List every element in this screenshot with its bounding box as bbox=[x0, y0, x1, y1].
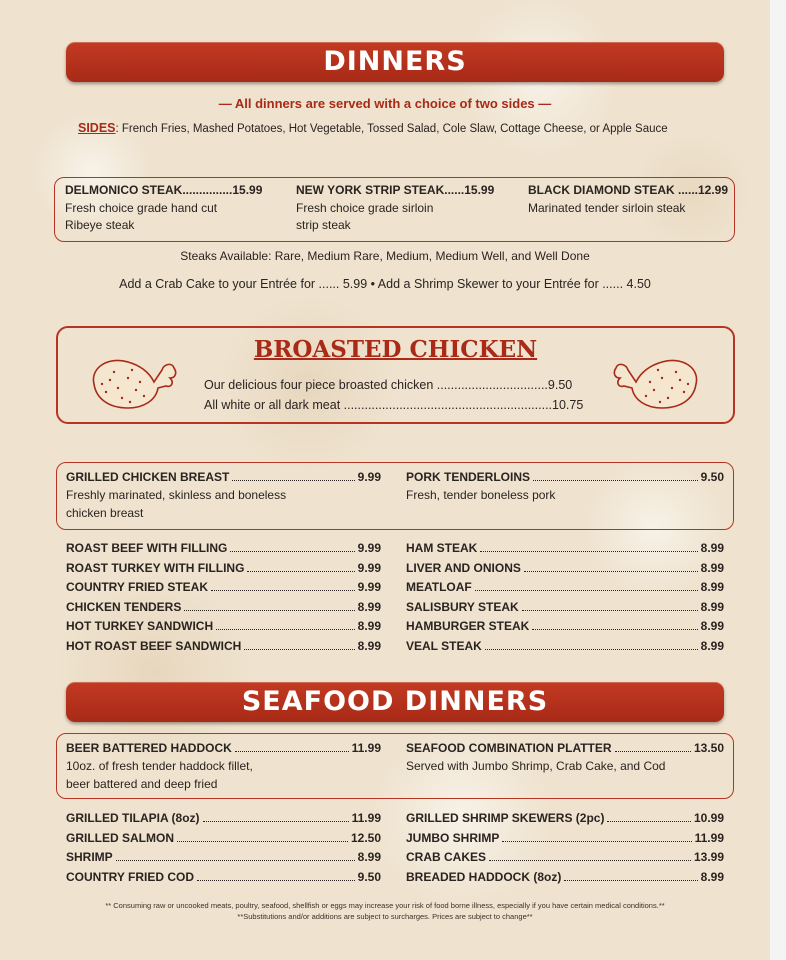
featured-item bbox=[406, 469, 724, 505]
menu-row bbox=[406, 850, 724, 868]
item-price: 8.99 bbox=[700, 600, 724, 614]
menu-row bbox=[406, 831, 724, 849]
broasted-heading: BROASTED CHICKEN bbox=[253, 336, 538, 363]
item-price: 9.50 bbox=[357, 870, 381, 884]
item-price: 9.99 bbox=[357, 470, 381, 484]
steak-title: DELMONICO STEAK...............15.99 bbox=[65, 183, 263, 197]
menu-row bbox=[66, 619, 381, 637]
item-name: GRILLED CHICKEN BREAST bbox=[66, 470, 230, 484]
food-safety-note: ** Consuming raw or uncooked meats, poultry, seafood, shellfish or eggs may increase your risk of food borne illness, especially if you have certain medical conditions.** bbox=[105, 901, 665, 910]
menu-row bbox=[406, 580, 724, 598]
item-price: 11.99 bbox=[351, 811, 381, 825]
item-price: 8.99 bbox=[700, 561, 724, 575]
item-name: HAMBURGER STEAK bbox=[406, 619, 530, 633]
item-name: GRILLED SHRIMP SKEWERS (2pc) bbox=[406, 811, 605, 825]
featured-item bbox=[66, 469, 381, 522]
item-price: 8.99 bbox=[357, 639, 381, 653]
featured-entrees-box bbox=[56, 462, 734, 530]
item-name: JUMBO SHRIMP bbox=[406, 831, 500, 845]
leader-dots bbox=[230, 542, 354, 552]
item-price: 13.50 bbox=[693, 741, 724, 755]
item-desc: 10oz. of fresh tender haddock fillet, bbox=[66, 759, 253, 773]
leader-dots bbox=[532, 620, 697, 630]
item-name: PORK TENDERLOINS bbox=[406, 470, 531, 484]
steak-desc: Fresh choice grade sirloin bbox=[296, 200, 434, 215]
leader-dots bbox=[607, 812, 691, 822]
item-name: MEATLOAF bbox=[406, 580, 472, 594]
menu-row bbox=[406, 811, 724, 829]
leader-dots bbox=[203, 812, 349, 822]
leader-dots bbox=[615, 742, 691, 752]
item-price: 8.99 bbox=[700, 870, 724, 884]
steak-item bbox=[528, 182, 728, 217]
menu-row bbox=[406, 600, 724, 618]
broasted-chicken-box bbox=[56, 326, 735, 424]
item-name: HOT ROAST BEEF SANDWICH bbox=[66, 639, 242, 653]
leader-dots bbox=[177, 832, 348, 842]
menu-row bbox=[66, 831, 381, 849]
leader-dots bbox=[211, 581, 355, 591]
broasted-line: All white or all dark meat ............................................................10.75 bbox=[204, 398, 584, 412]
steak-desc: Fresh choice grade hand cut bbox=[65, 200, 218, 215]
item-desc: beer battered and deep fried bbox=[66, 776, 218, 791]
item-desc: Fresh, tender boneless pork bbox=[406, 488, 556, 502]
steak-desc: strip steak bbox=[296, 218, 351, 232]
item-price: 11.99 bbox=[351, 741, 381, 755]
item-name: GRILLED TILAPIA (8oz) bbox=[66, 811, 200, 825]
menu-row bbox=[66, 580, 381, 598]
leader-dots bbox=[524, 562, 698, 572]
item-price: 10.99 bbox=[693, 811, 724, 825]
menu-row bbox=[406, 469, 724, 487]
steak-desc: Marinated tender sirloin steak bbox=[528, 200, 686, 215]
menu-row bbox=[406, 541, 724, 559]
item-price: 13.99 bbox=[693, 850, 724, 864]
steaks-available: Steaks Available: Rare, Medium Rare, Medium, Medium Well, and Well Done bbox=[180, 249, 590, 263]
item-name: COUNTRY FRIED COD bbox=[66, 870, 195, 884]
item-name: CRAB CAKES bbox=[406, 850, 487, 864]
leader-dots bbox=[533, 471, 698, 481]
leader-dots bbox=[232, 471, 354, 481]
menu-row bbox=[406, 639, 724, 657]
item-price: 8.99 bbox=[700, 619, 724, 633]
item-name: LIVER AND ONIONS bbox=[406, 561, 521, 575]
item-name: SALISBURY STEAK bbox=[406, 600, 519, 614]
seafood-featured-box bbox=[56, 733, 734, 799]
menu-row bbox=[406, 561, 724, 579]
leader-dots bbox=[247, 562, 354, 572]
item-price: 9.99 bbox=[357, 580, 381, 594]
item-price: 11.99 bbox=[694, 831, 724, 845]
item-price: 12.50 bbox=[350, 831, 381, 845]
leader-dots bbox=[184, 601, 354, 611]
item-name: ROAST BEEF WITH FILLING bbox=[66, 541, 228, 555]
menu-row bbox=[66, 850, 381, 868]
menu-row bbox=[66, 811, 381, 829]
addons-line: Add a Crab Cake to your Entrée for ...... 5.99 • Add a Shrimp Skewer to your Entrée for ...... 4.50 bbox=[119, 277, 651, 291]
menu-row bbox=[406, 740, 724, 758]
leader-dots bbox=[475, 581, 698, 591]
item-price: 8.99 bbox=[357, 619, 381, 633]
leader-dots bbox=[244, 640, 354, 650]
seafood-heading: SEAFOOD DINNERS bbox=[66, 682, 724, 722]
sides-label: SIDES bbox=[78, 121, 116, 135]
leader-dots bbox=[216, 620, 355, 630]
steaks-box bbox=[54, 177, 735, 242]
leader-dots bbox=[116, 851, 355, 861]
item-desc: Served with Jumbo Shrimp, Crab Cake, and Cod bbox=[406, 759, 666, 773]
item-name: BREADED HADDOCK (8oz) bbox=[406, 870, 562, 884]
dinners-subtitle: — All dinners are served with a choice of two sides — bbox=[218, 96, 552, 111]
leader-dots bbox=[564, 871, 697, 881]
item-name: HOT TURKEY SANDWICH bbox=[66, 619, 214, 633]
item-price: 9.50 bbox=[700, 470, 724, 484]
menu-row bbox=[66, 740, 381, 758]
item-price: 8.99 bbox=[357, 600, 381, 614]
menu-row bbox=[66, 469, 381, 487]
leader-dots bbox=[489, 851, 691, 861]
menu-row bbox=[406, 870, 724, 888]
steak-item bbox=[296, 182, 494, 235]
featured-item bbox=[66, 740, 381, 793]
leader-dots bbox=[502, 832, 691, 842]
sides-line bbox=[78, 121, 758, 135]
item-name: ROAST TURKEY WITH FILLING bbox=[66, 561, 245, 575]
item-desc: chicken breast bbox=[66, 505, 144, 520]
item-name: HAM STEAK bbox=[406, 541, 478, 555]
menu-row bbox=[66, 541, 381, 559]
leader-dots bbox=[480, 542, 697, 552]
item-name: BEER BATTERED HADDOCK bbox=[66, 741, 232, 755]
dinners-heading: DINNERS bbox=[66, 42, 724, 82]
steak-desc: Ribeye steak bbox=[65, 218, 135, 232]
steak-item bbox=[65, 182, 262, 235]
leader-dots bbox=[197, 871, 355, 881]
item-price: 8.99 bbox=[700, 639, 724, 653]
featured-item bbox=[406, 740, 724, 776]
item-name: SEAFOOD COMBINATION PLATTER bbox=[406, 741, 612, 755]
menu-row bbox=[66, 561, 381, 579]
item-price: 8.99 bbox=[357, 850, 381, 864]
menu-row bbox=[66, 870, 381, 888]
item-name: CHICKEN TENDERS bbox=[66, 600, 182, 614]
broasted-items bbox=[204, 375, 583, 415]
item-name: GRILLED SALMON bbox=[66, 831, 174, 845]
broasted-line: Our delicious four piece broasted chicken ................................9.50 bbox=[204, 378, 573, 392]
drumstick-icon bbox=[610, 340, 706, 414]
leader-dots bbox=[522, 601, 698, 611]
page-edge bbox=[770, 0, 786, 960]
item-price: 9.99 bbox=[357, 561, 381, 575]
sides-text: : French Fries, Mashed Potatoes, Hot Vegetable, Tossed Salad, Cole Slaw, Cottage Cheese, or Apple Sauce bbox=[115, 123, 668, 135]
item-price: 8.99 bbox=[700, 580, 724, 594]
menu-row bbox=[406, 619, 724, 637]
item-price: 8.99 bbox=[700, 541, 724, 555]
item-desc: Freshly marinated, skinless and boneless bbox=[66, 488, 287, 502]
menu-row bbox=[66, 600, 381, 618]
item-name: SHRIMP bbox=[66, 850, 113, 864]
item-price: 9.99 bbox=[357, 541, 381, 555]
item-name: VEAL STEAK bbox=[406, 639, 482, 653]
leader-dots bbox=[235, 742, 349, 752]
steak-title: NEW YORK STRIP STEAK......15.99 bbox=[296, 183, 495, 197]
item-name: COUNTRY FRIED STEAK bbox=[66, 580, 209, 594]
menu-row bbox=[66, 639, 381, 657]
leader-dots bbox=[485, 640, 698, 650]
steak-title: BLACK DIAMOND STEAK ......12.99 bbox=[528, 183, 729, 197]
price-note: **Substitutions and/or additions are subject to surcharges. Prices are subject to change** bbox=[237, 912, 533, 921]
